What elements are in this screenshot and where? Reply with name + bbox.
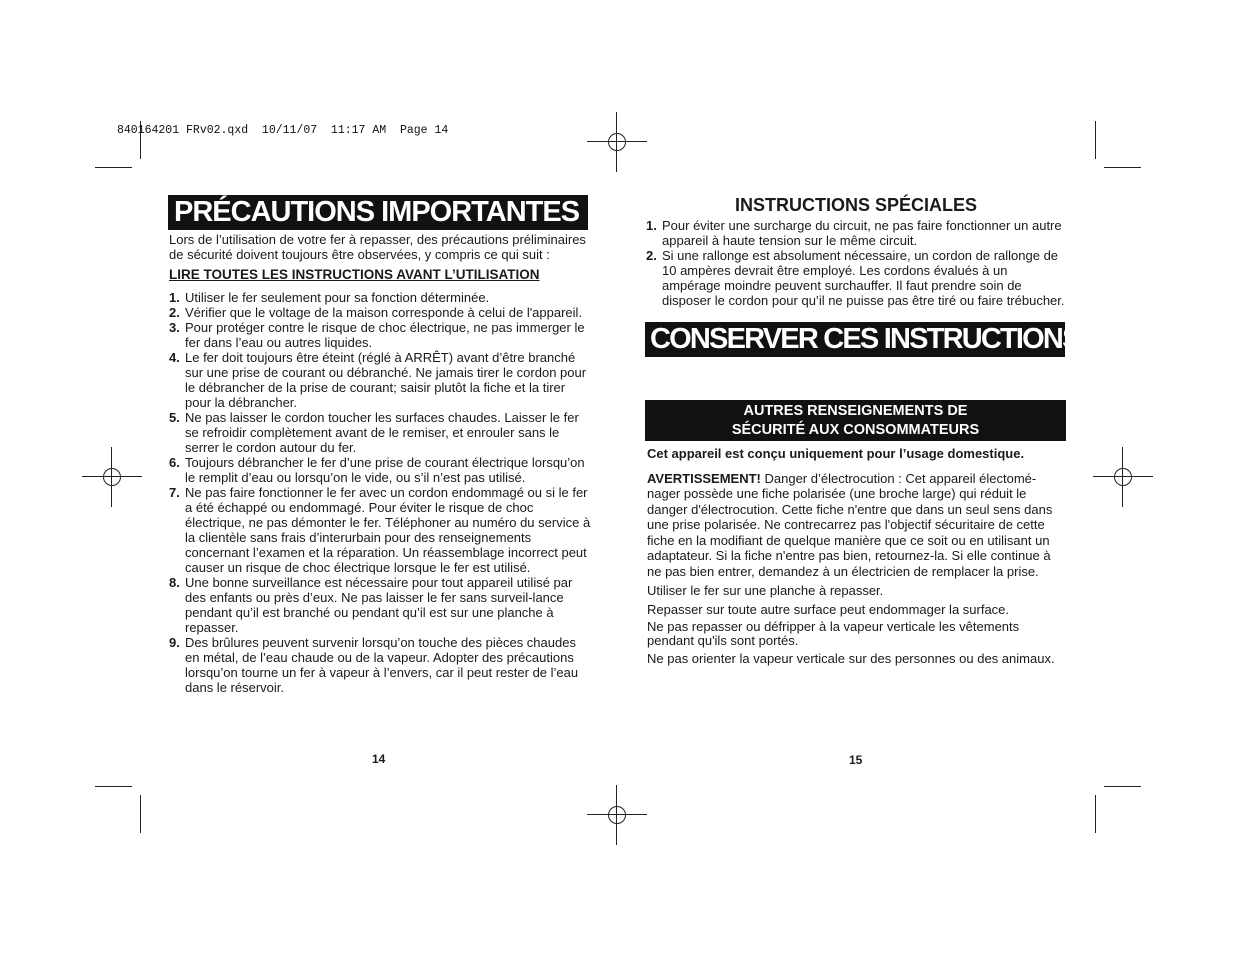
list-item: 4. Le fer doit toujours être éteint (réglé à ARRÊT) avant d’être branché sur une prise de courant ou débranché. Ne jamais tirer le cordon pour le débrancher de la prise de courant; saisir plutôt la fiche et la tirer pour la débrancher. (169, 350, 587, 410)
left-column (169, 232, 591, 695)
page-number: 14 (372, 752, 386, 766)
list-item: 1. Pour éviter une surcharge du circuit, ne pas faire fonctionner un autre appareil à haute tension sur le même circuit. (646, 218, 1062, 248)
warning-label: AVERTISSEMENT! (647, 470, 761, 486)
household-note: Cet appareil est conçu uniquement pour l’usage domestique. (647, 446, 1025, 461)
crop-mark (140, 795, 141, 833)
info-box-heading (645, 400, 1066, 441)
crop-mark (1095, 121, 1096, 159)
print-slug: 840164201 FRv02.qxd 10/11/07 11:17 AM Page 14 (117, 124, 449, 137)
list-item: 8. Une bonne surveillance est nécessaire pour tout appareil utilisé par des enfants ou près d’eux. Ne pas laisser le fer sans surveil-lance pendant qu’il est branché ou pendant qu’il est sur une planche à repasser. (169, 575, 573, 635)
list-item: 1. Utiliser le fer seulement pour sa fonction déterminée. (169, 290, 490, 305)
note-line: Ne pas repasser ou défripper à la vapeur verticale les vêtements pendant qu'ils sont portés. (647, 619, 1020, 648)
registration-mark (82, 447, 142, 507)
page-number: 15 (849, 753, 863, 767)
precautions-list (169, 290, 591, 695)
note-line: Repasser sur toute autre surface peut endommager la surface. (647, 601, 1010, 617)
note-line: Utiliser le fer sur une planche à repasser. (647, 583, 884, 598)
list-item: 6. Toujours débrancher le fer d’une prise de courant électrique lorsqu’on le remplit d’eau ou lorsqu’on le vide, ou s’il n’est pas utilisé. (169, 455, 585, 485)
save-banner: CONSERVER CES INSTRUCTIONS! (645, 322, 1065, 357)
note-line: Ne pas orienter la vapeur verticale sur des personnes ou des animaux. (647, 651, 1055, 666)
list-item: 3. Pour protéger contre le risque de choc électrique, ne pas immerger le fer dans l’eau ou autres liquides. (169, 320, 585, 350)
special-instructions-list (646, 218, 1066, 308)
registration-mark (1093, 447, 1153, 507)
crop-mark (1095, 795, 1096, 833)
crop-mark (95, 786, 132, 787)
subheading: LIRE TOUTES LES INSTRUCTIONS AVANT L’UTILISATION (169, 267, 540, 282)
info-body (647, 446, 1065, 670)
registration-mark (587, 785, 647, 845)
crop-mark (1104, 786, 1141, 787)
info-box-line: SÉCURITÉ AUX CONSOMMATEURS (731, 422, 980, 438)
list-item: 2. Si une rallonge est absolument nécessaire, un cordon de rallonge de 10 ampères devrait être employé. Les cordons évalués à un ampérage moindre peuvent surchauffer. Il faut prendre soin de disposer le cordon pour qu’il ne puisse pas être tiré ou faire trébucher. (646, 248, 1065, 308)
list-item: 5. Ne pas laisser le cordon toucher les surfaces chaudes. Laisser le fer se refroidir complètement avant de le remiser, et enrouler sans le serrer le cordon autour du fer. (169, 410, 579, 455)
list-item: 7. Ne pas faire fonctionner le fer avec un cordon endommagé ou si le fer a été échappé ou endommagé. Pour éviter le risque de choc électrique, ne pas démonter le fer. Téléphoner au numéro du service à la clientèle sans frais d’interurbain pour des renseignements concernant l’examen et la réparation. Un réassemblage incorrect peut causer un risque de choc électrique lorsque le fer est utilisé. (169, 485, 591, 575)
info-box-line: AUTRES RENSEIGNEMENTS DE (743, 403, 968, 419)
warning-text: Danger d’électrocution : Cet appareil électomé-nager possède une fiche polarisée (une broche large) qui réduit le danger d'électrocution. Cette fiche n'entre que dans un seul sens dans une prise polarisée. Ne contrecarrez pas l'objectif sécuritaire de cette fiche en la modifiant de quelque manière que ce soit ou en utilisant un adaptateur. Si la fiche n'entre pas bien, retournez-la. Si elle continue à ne pas bien entrer, demandez à un électricien de remplacer la prise. (647, 470, 1053, 579)
crop-mark (95, 167, 132, 168)
registration-mark (587, 112, 647, 172)
section-title: INSTRUCTIONS SPÉCIALES (734, 195, 978, 215)
intro-text: Lors de l’utilisation de votre fer à repasser, des précautions préliminaires de sécurité doivent toujours être observées, y compris ce qui suit : (169, 232, 586, 262)
list-item: 9. Des brûlures peuvent survenir lorsqu’on touche des pièces chaudes en métal, de l’eau chaude ou de la vapeur. Adopter des précautions lorsqu’on tourne un fer à vapeur à l’envers, car il peut rester de l’eau dans le réservoir. (169, 635, 579, 695)
list-item: 2. Vérifier que le voltage de la maison corresponde à celui de l'appareil. (169, 305, 583, 320)
crop-mark (1104, 167, 1141, 168)
right-column (646, 196, 1066, 308)
warning-paragraph (647, 471, 1065, 580)
page-title: PRÉCAUTIONS IMPORTANTES (168, 195, 588, 230)
